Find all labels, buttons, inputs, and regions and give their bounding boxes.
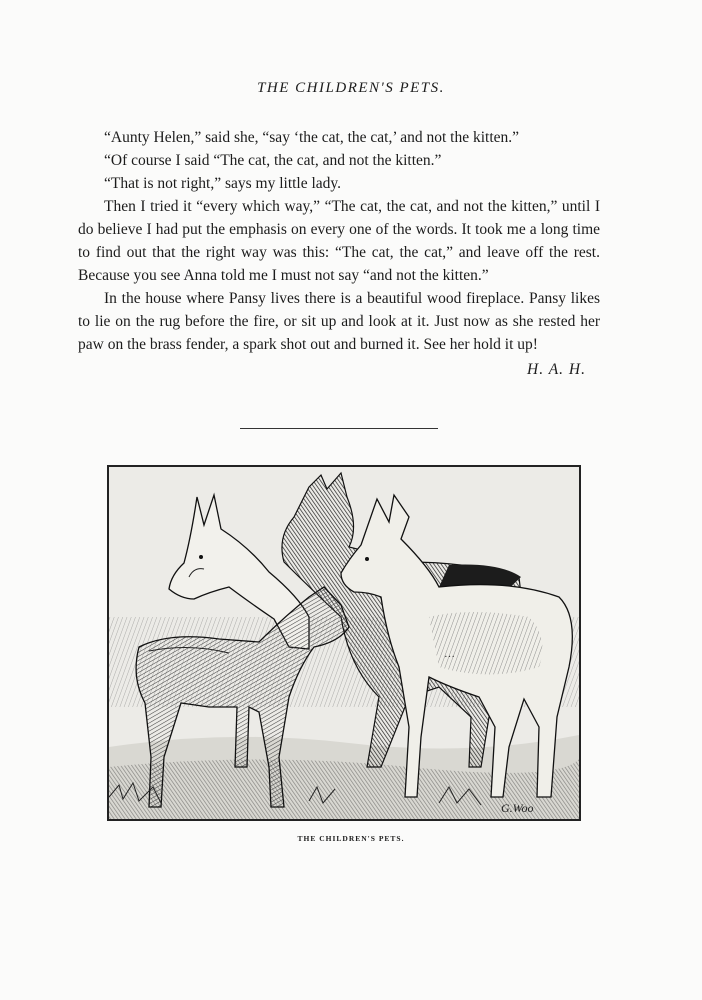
running-title: THE CHILDREN'S PETS. bbox=[257, 80, 445, 96]
svg-text:…: … bbox=[444, 648, 455, 660]
engraving-drawing bbox=[109, 467, 579, 819]
author-initials: H. A. H. bbox=[527, 361, 586, 378]
illustration-caption: THE CHILDREN'S PETS. bbox=[297, 834, 405, 843]
paragraph: “Of course I said “The cat, the cat, and not the kitten.” bbox=[104, 152, 442, 169]
paragraph: In the house where Pansy lives there is a beautiful wood fireplace. Pansy likes to lie on the rug before the fire, or sit up and look at it. Just now as she rested her paw on the brass fender, a spark shot out and burned it. See her hold it up! bbox=[78, 290, 600, 353]
donkeys-engraving bbox=[107, 465, 581, 821]
body-text bbox=[78, 126, 600, 381]
paragraph: “Aunty Helen,” said she, “say ‘the cat, the cat,’ and not the kitten.” bbox=[104, 129, 520, 146]
section-divider bbox=[240, 428, 438, 429]
paragraph: Then I tried it “every which way,” “The cat, the cat, and not the kitten,” until I do believe I had put the emphasis on every one of the words. It took me a long time to find out that the right way was this: “The cat, the cat,” and leave off the rest. Because you see Anna told me I must not say “and not the kitten.” bbox=[78, 198, 600, 284]
paragraph: “That is not right,” says my little lady. bbox=[104, 175, 342, 192]
engraver-signature: G.Woo bbox=[501, 801, 534, 815]
